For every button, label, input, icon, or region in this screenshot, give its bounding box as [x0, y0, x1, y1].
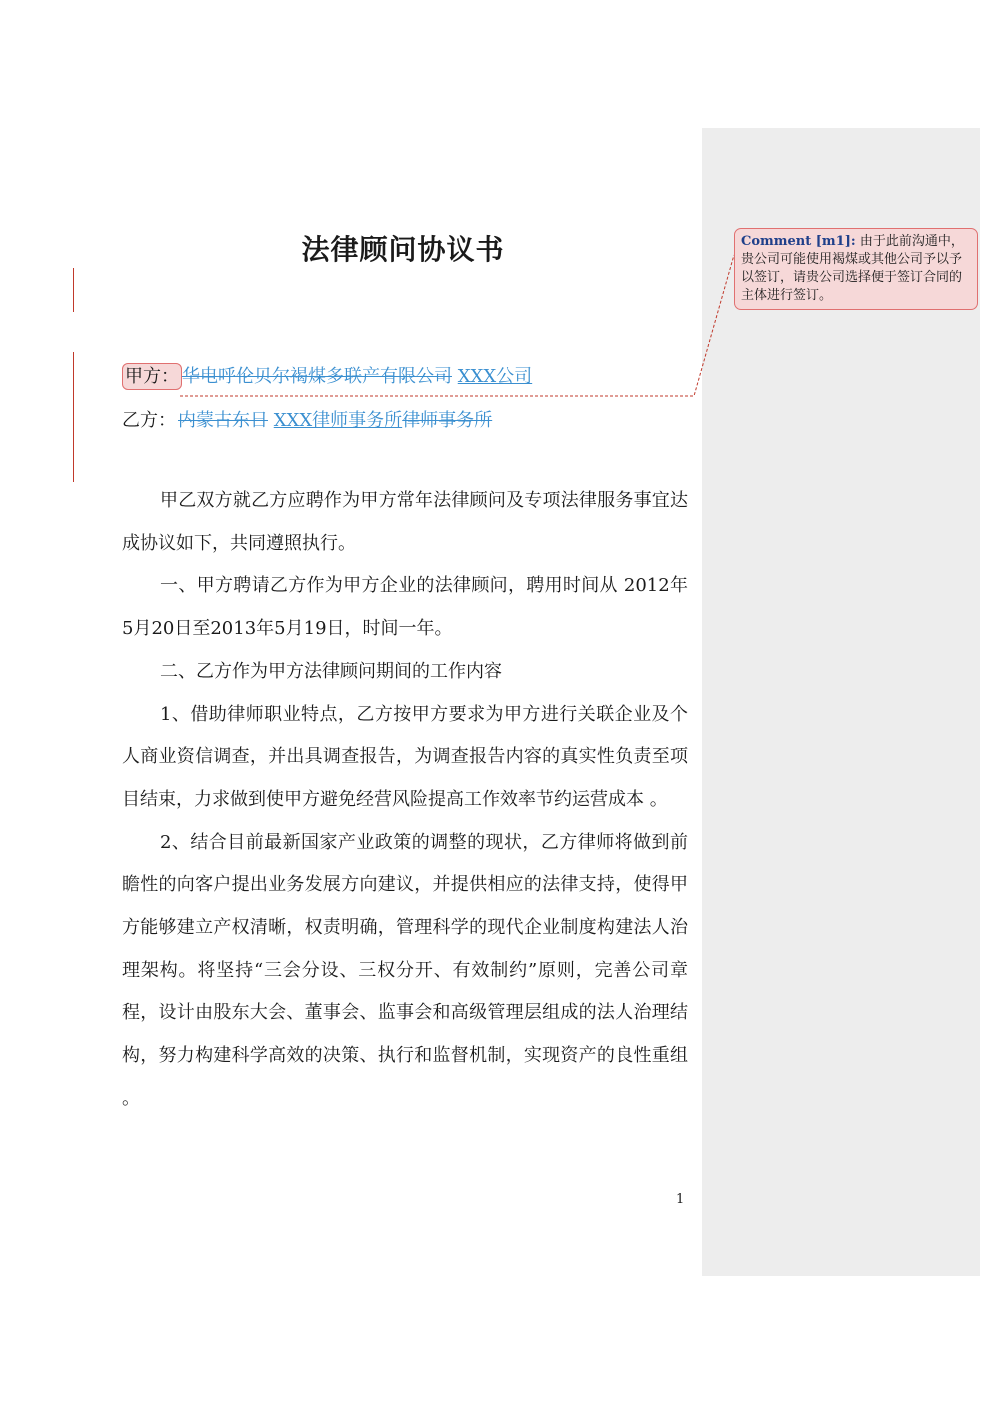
party-b-label: 乙方：: [122, 410, 176, 431]
inserted-text[interactable]: XXX律师事务所: [273, 410, 403, 431]
change-bar: [73, 268, 74, 312]
clause-heading: 二、乙方作为甲方法律顾问期间的工作内容: [160, 660, 502, 682]
deleted-text[interactable]: 律师事务所: [402, 410, 493, 431]
deleted-text[interactable]: 内蒙古东日: [178, 410, 268, 431]
party-a-line: [122, 362, 532, 388]
comment-balloon[interactable]: [734, 228, 978, 310]
document-body: [122, 480, 688, 1121]
clause-item: 1、借助律师职业特点，乙方按甲方要求为甲方进行关联企业及个人商业资信调查，并出具调查报告，为调查报告内容的真实性负责至项目结束，力求做到使甲方避免经营风险提高工作效率节约运营成本 。: [122, 703, 688, 810]
clause-paragraph: 一、甲方聘请乙方作为甲方企业的法律顾问，聘用时间从 2012年5月20日至2013年5月19日，时间一年。: [122, 575, 688, 640]
change-bar: [73, 352, 74, 482]
document-title: 法律顾问协议书: [301, 233, 505, 266]
deleted-text[interactable]: 华电呼伦贝尔褐煤多联产有限公司: [182, 366, 452, 387]
party-a-label[interactable]: 甲方：: [122, 363, 182, 390]
page-number: 1: [676, 1192, 685, 1207]
party-b-line: [122, 406, 492, 432]
intro-paragraph: 甲乙双方就乙方应聘作为甲方常年法律顾问及专项法律服务事宜达成协议如下，共同遵照执行。: [122, 490, 688, 554]
inserted-text[interactable]: XXX公司: [457, 366, 533, 387]
clause-item: 2、结合目前最新国家产业政策的调整的现状，乙方律师将做到前瞻性的向客户提出业务发展方向建议，并提供相应的法律支持，使得甲方能够建立产权清晰，权责明确，管理科学的现代企业制度构建法人治理架构。将坚持“三会分设、三权分开、有效制约”原则，完善公司章程，设计由股东大会、董事会、监事会和高级管理层组成的法人治理结构，努力构建科学高效的决策、执行和监督机制，实现资产的良性重组 。: [122, 831, 688, 1109]
comment-tag: Comment [m1]:: [741, 234, 856, 249]
comment-text: 由于此前沟通中，贵公司可能使用褐煤或其他公司予以予以签订，请贵公司选择便于签订合同的主体进行签订。: [741, 234, 964, 303]
